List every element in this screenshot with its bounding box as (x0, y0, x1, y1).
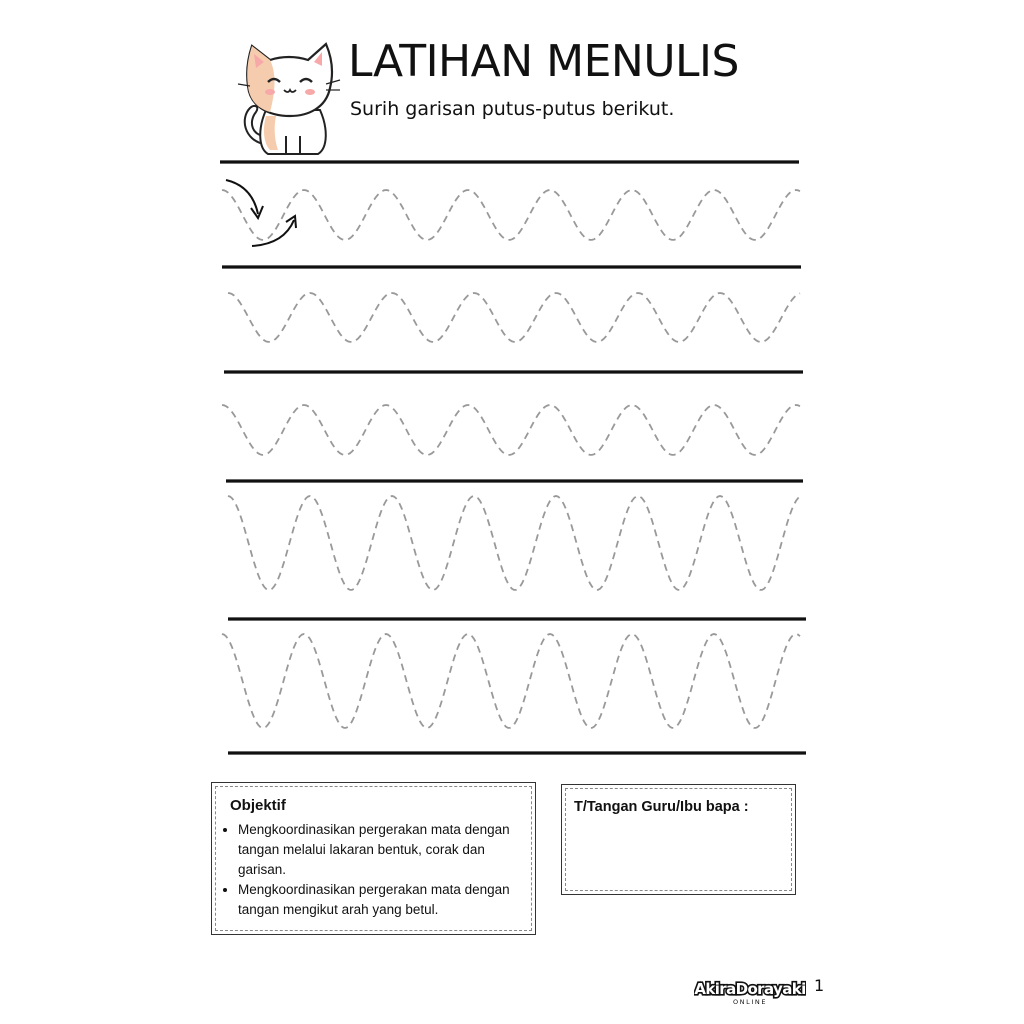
objective-item: • Mengkoordinasikan pergerakan mata dengan tangan melalui lakaran bentuk, corak dan garisan. (238, 820, 531, 880)
brand-logo-subtext: ONLINE (732, 998, 768, 1006)
brand-logo-text: AkiraDorayaki (694, 980, 806, 998)
tracing-wave-row[interactable] (222, 634, 800, 728)
worksheet-title: LATIHAN MENULIS (348, 36, 739, 87)
tracing-wave-row[interactable] (222, 405, 800, 455)
page-number: 1 (814, 976, 825, 995)
objective-list (216, 820, 531, 920)
objective-item: • Mengkoordinasikan pergerakan mata dengan tangan mengikut arah yang betul. (238, 880, 531, 920)
tracing-wave-row[interactable] (228, 496, 800, 590)
direction-arrow-up-icon (252, 220, 294, 246)
tracing-wave-row[interactable] (228, 293, 800, 342)
worksheet-instruction: Surih garisan putus-putus berikut. (350, 98, 675, 120)
direction-arrow-down-icon (226, 180, 258, 214)
signature-box[interactable] (561, 784, 796, 895)
tracing-wave-row[interactable] (222, 190, 800, 240)
objective-box (211, 782, 536, 935)
brand-logo (694, 972, 806, 1006)
signature-label: T/Tangan Guru/Ibu bapa : (574, 799, 749, 815)
objective-heading: Objektif (230, 797, 286, 814)
